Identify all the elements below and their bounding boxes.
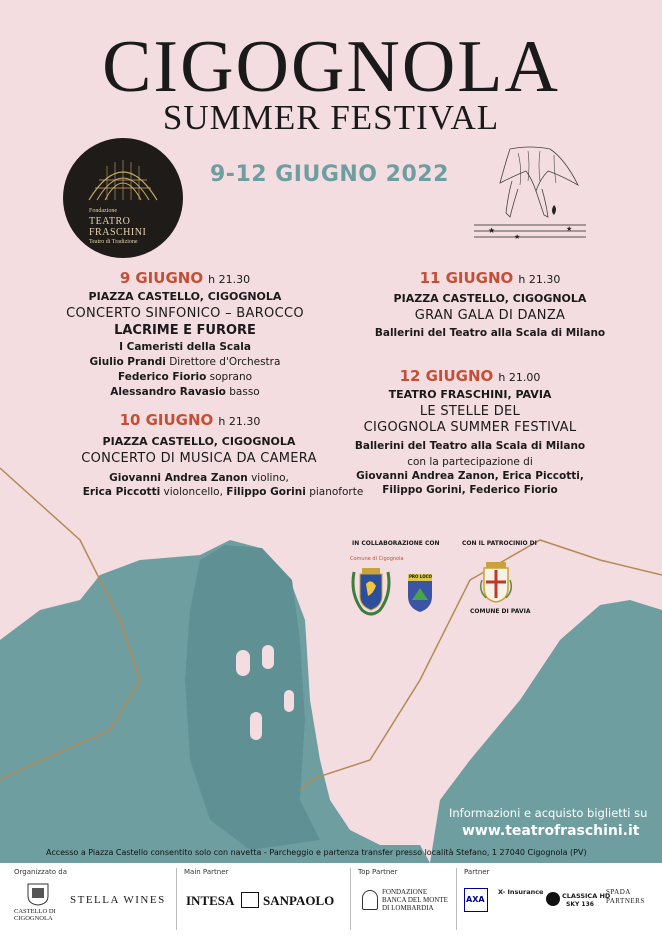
event-day: 9 bbox=[119, 269, 131, 287]
event-month: GIUGNO bbox=[425, 367, 494, 385]
event-ensemble: I Cameristi della Scala bbox=[119, 341, 251, 353]
event-subtitle: LACRIME E FURORE bbox=[114, 323, 256, 338]
event-programme-line1: LE STELLE DEL bbox=[419, 404, 521, 419]
spada-logo-line2: PARTNERS bbox=[606, 897, 645, 905]
event-venue: PIAZZA CASTELLO, CIGOGNOLA bbox=[88, 290, 282, 303]
pavia-crest-icon bbox=[478, 560, 514, 604]
performer-name: Erica Piccotti bbox=[82, 486, 161, 498]
classica-disc-icon bbox=[546, 892, 560, 906]
top-partner-line2: BANCA DEL MONTE bbox=[382, 896, 448, 904]
castle-tower bbox=[185, 545, 320, 850]
svg-text:★: ★ bbox=[566, 225, 573, 233]
event-venue: PIAZZA CASTELLO, CIGOGNOLA bbox=[393, 292, 587, 305]
event-date bbox=[0, 268, 370, 287]
patronage-name: COMUNE DI PAVIA bbox=[470, 608, 531, 615]
logo-line-fraschini: FRASCHINI bbox=[89, 227, 147, 238]
logo-line-fondazione: Fondazione bbox=[89, 208, 117, 214]
event-time: h 21.30 bbox=[208, 273, 251, 286]
event-programme: CONCERTO SINFONICO – BAROCCO bbox=[66, 306, 304, 321]
performer-name: Giovanni Andrea Zanon bbox=[109, 472, 248, 484]
performer-line bbox=[0, 356, 370, 368]
event-with: con la partecipazione di bbox=[407, 456, 533, 468]
event-venue: TEATRO FRASCHINI, PAVIA bbox=[388, 388, 552, 401]
event-guests-line1: Giovanni Andrea Zanon, Erica Piccotti, bbox=[356, 470, 584, 482]
svg-text:★: ★ bbox=[514, 233, 521, 241]
event-day: 10 bbox=[119, 411, 141, 429]
xinsurance-logo: X- Insurance bbox=[498, 888, 544, 896]
performer-role: Direttore d'Orchestra bbox=[169, 356, 281, 368]
event-dancers: Ballerini del Teatro alla Scala di Milano bbox=[354, 440, 586, 452]
performer-role: pianoforte bbox=[309, 486, 364, 498]
theatre-boxes-icon bbox=[85, 152, 161, 202]
sky-channel: SKY 136 bbox=[566, 901, 594, 908]
divider bbox=[456, 868, 457, 930]
sanpaolo-logo: SANPAOLO bbox=[263, 893, 335, 908]
divider bbox=[350, 868, 351, 930]
performer-line bbox=[0, 386, 370, 398]
top-partner-line3: DI LOMBARDIA bbox=[382, 904, 434, 912]
performer-role: basso bbox=[229, 386, 260, 398]
classica-logo: CLASSICA HD bbox=[562, 892, 611, 900]
top-partner-line1: FONDAZIONE bbox=[382, 888, 428, 896]
patronage-label: CON IL PATROCINIO DI bbox=[462, 540, 537, 547]
teatro-fraschini-logo bbox=[63, 138, 183, 258]
crest-caption: Comune di Cigognola bbox=[350, 556, 404, 562]
partner-label: Partner bbox=[464, 868, 490, 876]
performer-role: violino, bbox=[251, 472, 289, 484]
event-time: h 21.30 bbox=[518, 273, 561, 286]
tower-window bbox=[250, 712, 262, 740]
performer-line bbox=[0, 371, 370, 383]
event-programme: GRAN GALA DI DANZA bbox=[414, 308, 566, 323]
collaboration-label: IN COLLABORAZIONE CON bbox=[352, 540, 440, 547]
performer-role: soprano bbox=[209, 371, 253, 383]
pro-loco-caption: PRO LOCO bbox=[409, 574, 432, 579]
event-dancers: Ballerini del Teatro alla Scala di Milano bbox=[374, 327, 606, 339]
tower-window bbox=[236, 650, 250, 676]
tower-window bbox=[262, 645, 274, 669]
axa-text: AXA bbox=[466, 895, 485, 904]
event-month: GIUGNO bbox=[445, 269, 514, 287]
festival-title: CIGOGNOLA bbox=[102, 26, 560, 108]
event-venue: PIAZZA CASTELLO, CIGOGNOLA bbox=[102, 435, 296, 448]
info-url[interactable]: www.teatrofraschini.it bbox=[462, 823, 640, 839]
spada-logo-line1: SPADA bbox=[606, 888, 631, 896]
event-month: GIUGNO bbox=[135, 269, 204, 287]
svg-text:★: ★ bbox=[488, 226, 496, 235]
event-programme: CONCERTO DI MUSICA DA CAMERA bbox=[81, 451, 317, 466]
logo-line-teatro: TEATRO bbox=[89, 216, 131, 227]
event-time: h 21.30 bbox=[218, 415, 261, 428]
divider bbox=[176, 868, 177, 930]
performer-name: Filippo Gorini bbox=[226, 486, 306, 498]
event-day: 12 bbox=[399, 367, 421, 385]
event-date bbox=[340, 268, 640, 287]
top-partner-label: Top Partner bbox=[358, 868, 398, 876]
event-programme-line2: CIGOGNOLA SUMMER FESTIVAL bbox=[363, 420, 577, 435]
main-partner-label: Main Partner bbox=[184, 868, 229, 876]
organized-label: Organizzato da bbox=[14, 868, 68, 876]
event-date bbox=[320, 366, 620, 385]
event-guests-line2: Filippo Gorini, Federico Fiorio bbox=[382, 484, 558, 496]
intesa-logo: INTESA bbox=[186, 893, 235, 908]
axa-logo-icon bbox=[464, 888, 488, 912]
performer-name: Alessandro Ravasio bbox=[110, 386, 226, 398]
festival-dates: 9-12 GIUGNO 2022 bbox=[210, 162, 449, 187]
castello-logo-icon bbox=[26, 880, 50, 906]
tower-window bbox=[284, 690, 294, 712]
performer-name: Giulio Prandi bbox=[89, 356, 166, 368]
ballet-dancer-sketch bbox=[470, 145, 590, 241]
organizer-name: CASTELLO DI CIGOGNOLA bbox=[14, 908, 56, 922]
festival-subtitle: SUMMER FESTIVAL bbox=[162, 98, 500, 137]
fondazione-logo-icon bbox=[362, 890, 378, 910]
event-time: h 21.00 bbox=[498, 371, 541, 384]
cigognola-crest-icon bbox=[346, 564, 396, 618]
performer-name: Federico Fiorio bbox=[117, 371, 207, 383]
info-label: Informazioni e acquisto biglietti su bbox=[449, 806, 648, 820]
event-month: GIUGNO bbox=[145, 411, 214, 429]
stella-wines-logo: STELLA WINES bbox=[70, 894, 166, 906]
performer-role: violoncello, bbox=[163, 486, 223, 498]
event-day: 11 bbox=[419, 269, 441, 287]
logo-line-tradizione: Teatro di Tradizione bbox=[89, 239, 138, 245]
intesa-symbol-icon bbox=[241, 892, 259, 908]
footer-access-note: Accesso a Piazza Castello consentito solo con navetta - Parcheggio e partenza transfer presso località Stefano, 1 27040 Cigognola (PV) bbox=[46, 848, 587, 857]
